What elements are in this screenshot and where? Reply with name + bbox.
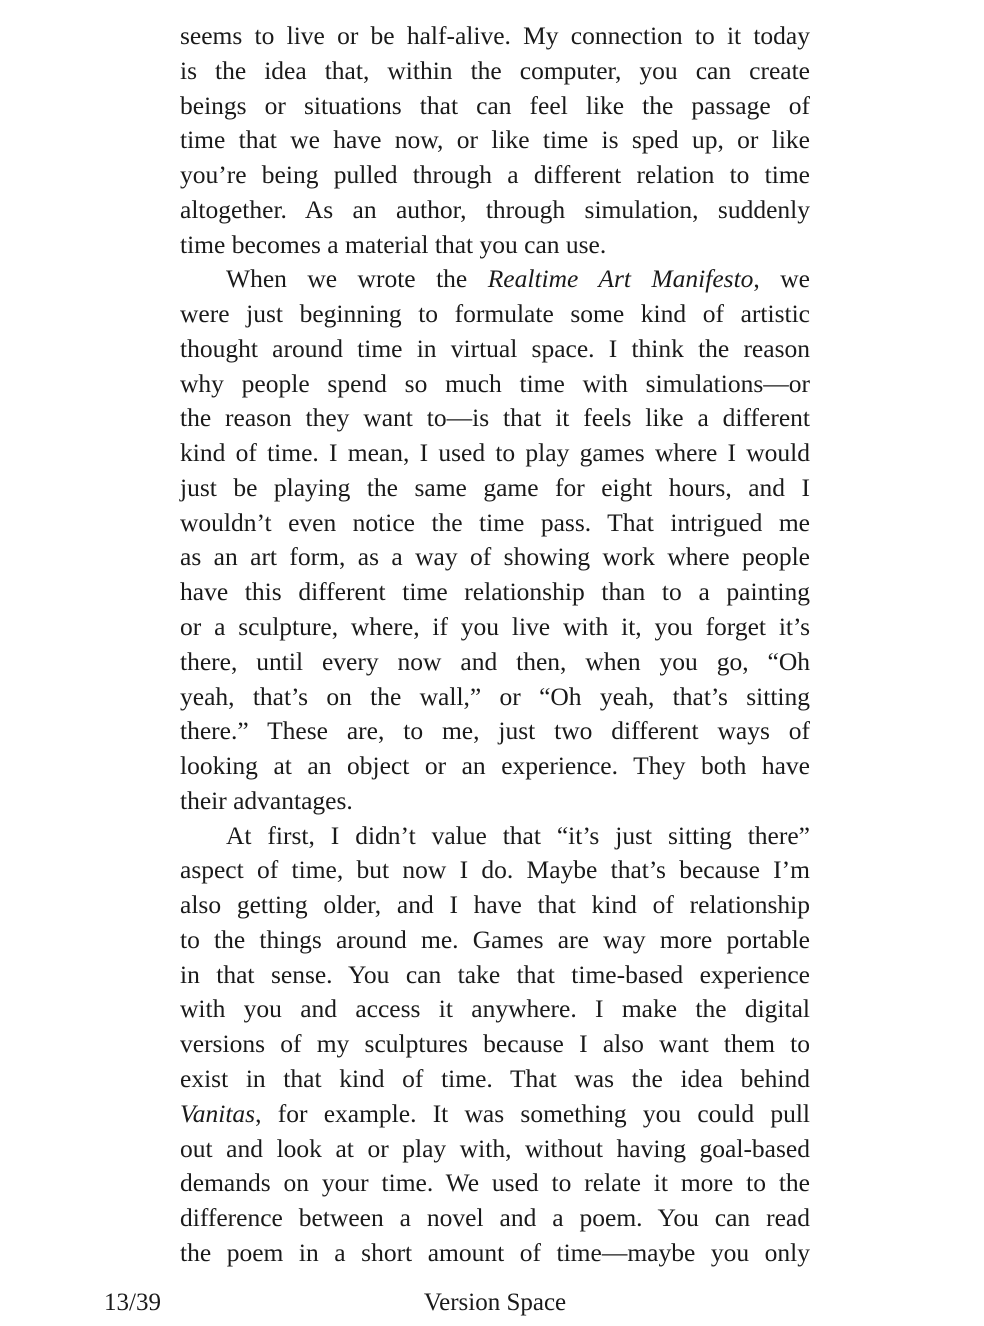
text-segment: When we wrote the — [226, 264, 488, 294]
text-line — [180, 575, 810, 610]
text-segment: demands on your time. We used to relate it more to the — [180, 1168, 810, 1198]
text-segment: seems to live or be half-alive. My connection to it today — [180, 21, 810, 50]
page-footer — [0, 1286, 984, 1320]
text-line — [180, 923, 810, 958]
text-line — [180, 1132, 810, 1167]
text-line — [180, 714, 810, 749]
text-line — [180, 1166, 810, 1201]
text-line — [180, 610, 810, 645]
text-line — [180, 471, 810, 506]
page-number: 13/39 — [104, 1289, 161, 1316]
text-line — [180, 819, 810, 854]
text-segment: you’re being pulled through a different relation to time — [180, 160, 810, 190]
text-segment: versions of my sculptures because I also want them to — [180, 1029, 810, 1059]
text-segment: difference between a novel and a poem. You can read — [180, 1203, 810, 1233]
text-segment: with you and access it anywhere. I make the digital — [180, 994, 810, 1024]
text-segment: in that sense. You can take that time-based experience — [180, 959, 810, 989]
text-segment: out and look at or play with, without having goal-based — [180, 1133, 810, 1163]
text-line — [180, 958, 810, 993]
text-line — [180, 19, 810, 54]
text-segment: their advantages. — [180, 785, 353, 815]
text-line — [180, 401, 810, 436]
text-segment: aspect of time, but now I do. Maybe that’s because I’m — [180, 855, 810, 885]
text-segment: yeah, that’s on the wall,” or “Oh yeah, that’s sitting — [180, 681, 810, 711]
text-line — [180, 540, 810, 575]
book-title: Version Space — [423, 1289, 567, 1316]
text-segment: At first, I didn’t value that “it’s just sitting there” — [226, 820, 810, 850]
text-segment: looking at an object or an experience. They both have — [180, 751, 810, 781]
text-line — [180, 158, 810, 193]
text-segment: why people spend so much time with simulations—or — [180, 368, 810, 398]
text-line — [180, 506, 810, 541]
text-line — [180, 54, 810, 89]
page-body-text — [180, 19, 810, 1271]
text-segment: altogether. As an author, through simulation, suddenly — [180, 194, 810, 224]
text-line — [180, 784, 810, 819]
text-line — [180, 853, 810, 888]
text-segment: the reason they want to—is that it feels like a different — [180, 403, 810, 433]
text-line — [180, 297, 810, 332]
text-line — [180, 193, 810, 228]
text-segment: there.” These are, to me, just two different ways of — [180, 716, 810, 746]
text-line — [180, 888, 810, 923]
text-segment: were just beginning to formulate some kind of artistic — [180, 299, 810, 329]
text-segment: is the idea that, within the computer, you can create — [180, 55, 810, 85]
text-line — [180, 123, 810, 158]
italic-title: Realtime Art Manifesto — [487, 264, 754, 294]
text-segment: or a sculpture, where, if you live with it, you forget it’s — [180, 612, 810, 642]
text-line — [180, 1236, 810, 1271]
text-line — [180, 992, 810, 1027]
text-segment: to the things around me. Games are way more portable — [180, 924, 810, 954]
text-line — [180, 645, 810, 680]
text-line — [180, 228, 810, 263]
text-line — [180, 367, 810, 402]
text-line — [180, 1097, 810, 1132]
text-line — [180, 1062, 810, 1097]
text-segment: as an art form, as a way of showing work where people — [180, 542, 810, 572]
text-segment: the poem in a short amount of time—maybe you only — [180, 1237, 810, 1267]
text-line — [180, 332, 810, 367]
text-segment: , we — [753, 264, 810, 294]
text-line — [180, 749, 810, 784]
text-line — [180, 1201, 810, 1236]
text-line — [180, 1027, 810, 1062]
text-line — [180, 436, 810, 471]
text-segment: beings or situations that can feel like the passage of — [180, 90, 810, 120]
text-segment: thought around time in virtual space. I think the reason — [180, 333, 810, 363]
text-segment: exist in that kind of time. That was the idea behind — [180, 1063, 810, 1093]
text-segment: just be playing the same game for eight hours, and I — [180, 472, 810, 502]
text-segment: , for example. It was something you could pull — [255, 1098, 810, 1128]
text-segment: have this different time relationship than to a painting — [180, 577, 810, 607]
text-segment: also getting older, and I have that kind of relationship — [180, 890, 810, 920]
text-line — [180, 680, 810, 715]
text-segment: there, until every now and then, when you go, “Oh — [180, 646, 810, 676]
text-segment: wouldn’t even notice the time pass. That intrigued me — [180, 507, 810, 537]
text-line — [180, 262, 810, 297]
italic-title: Vanitas — [180, 1098, 256, 1128]
text-segment: time that we have now, or like time is sped up, or like — [180, 125, 810, 155]
text-segment: time becomes a material that you can use. — [180, 229, 607, 259]
text-segment: kind of time. I mean, I used to play games where I would — [180, 438, 810, 468]
text-line — [180, 89, 810, 124]
